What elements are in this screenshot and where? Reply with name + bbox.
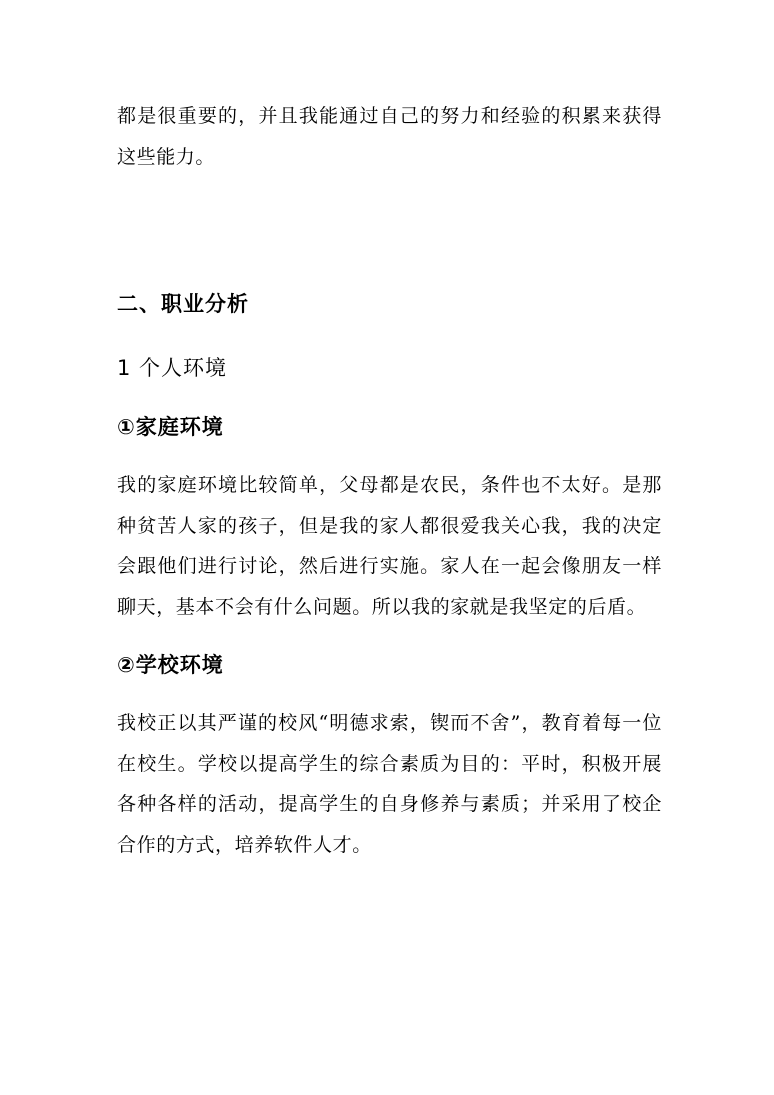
family-environment-heading: ①家庭环境 xyxy=(117,415,224,439)
section-title: 二、职业分析 xyxy=(117,292,249,316)
subsection-title: 1 个人环境 xyxy=(117,356,228,380)
school-environment-heading: ②学校环境 xyxy=(117,653,224,677)
continuation-paragraph: 都是很重要的，并且我能通过自己的努力和经验的积累来获得这些能力。 xyxy=(117,105,662,168)
school-environment-paragraph: 我校正以其严谨的校风“明德求索，锲而不舍”，教育着每一位在校生。学校以提高学生的综合素质为目的：平时，积极开展各种各样的活动，提高学生的自身修养与素质；并采用了校企合作的方式，培养软件人才。 xyxy=(117,712,662,856)
family-environment-paragraph: 我的家庭环境比较简单，父母都是农民，条件也不太好。是那种贫苦人家的孩子，但是我的家人都很爱我关心我，我的决定会跟他们进行讨论，然后进行实施。家人在一起会像朋友一样聊天，基本不会有什么问题。所以我的家就是我坚定的后盾。 xyxy=(117,474,662,618)
